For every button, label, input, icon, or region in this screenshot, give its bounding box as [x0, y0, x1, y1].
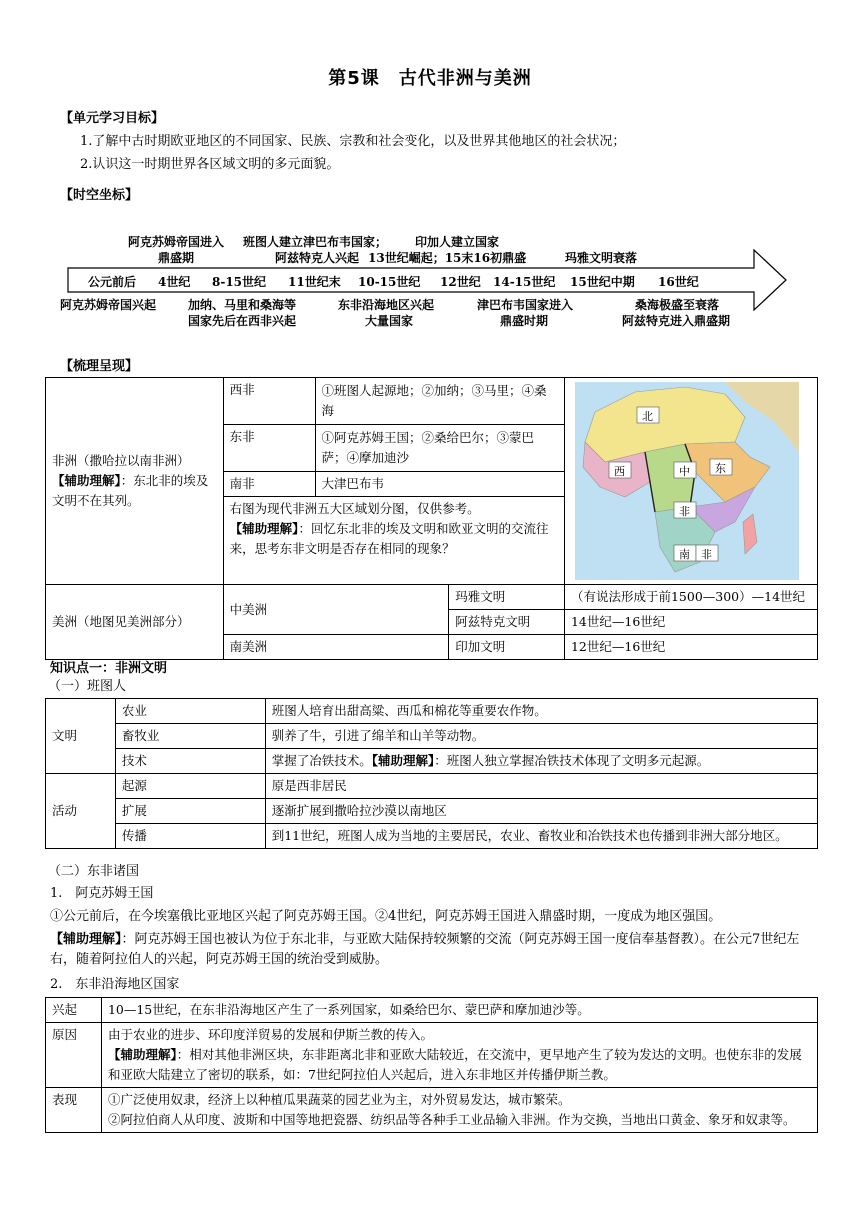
- coast-title: 2. 东非沿海地区国家: [50, 977, 180, 992]
- map-label-fei-1: 非: [678, 505, 690, 518]
- america-label: 美洲（地图见美洲部分）: [46, 585, 224, 660]
- map-label-fei-2: 非: [700, 548, 712, 561]
- map-label-west: 西: [613, 465, 625, 478]
- civ-inca-time: 12世纪—16世纪: [564, 635, 817, 660]
- tl-top-4: 鼎盛期: [158, 251, 195, 265]
- tl-axis-6: 12世纪: [440, 275, 481, 289]
- africa-note-bold: 【辅助理解】: [52, 473, 121, 488]
- k1-sub2: （二）东非诸国: [48, 864, 140, 879]
- aksum-help-text: ：阿克苏姆王国也被认为位于东北非，与亚欧大陆保持较频繁的交流（阿克苏姆王国一度信奉基督教）。在公元7世纪左右，随着阿拉伯人的兴起，阿克苏姆王国的统治受到威胁。: [50, 932, 800, 967]
- bantu-row-key: 扩展: [115, 799, 265, 824]
- coast-row-value: 10—15世纪，在东非沿海地区产生了一系列国家，如桑给巴尔、蒙巴萨和摩加迪沙等。: [101, 998, 817, 1023]
- tl-axis-1: 公元前后: [88, 275, 137, 289]
- tech-help: ：班图人独立掌握冶铁技术体现了文明多元起源。: [434, 753, 710, 768]
- aksum-title: 1. 阿克苏姆王国: [50, 886, 154, 901]
- tl-bot-9: 阿兹特克进入鼎盛期: [622, 314, 731, 328]
- bantu-table: [45, 698, 818, 849]
- aksum-help: [50, 930, 820, 970]
- bantu-row-value: 驯养了牛，引进了绵羊和山羊等动物。: [265, 724, 817, 749]
- map-cell: [564, 378, 817, 585]
- goal-item-2: 2.认识这一时期世界各区域文明的多元面貌。: [80, 157, 340, 172]
- tl-axis-4: 11世纪末: [288, 275, 341, 289]
- coast-row-value: [101, 1023, 817, 1088]
- coast-row-key: 兴起: [46, 998, 102, 1023]
- timeline: [60, 228, 790, 328]
- bantu-row-key: 农业: [115, 699, 265, 724]
- tl-top-1: 阿克苏姆帝国进入: [128, 235, 225, 249]
- bantu-row-value: [265, 749, 817, 774]
- aksum-help-bold: 【辅助理解】: [50, 932, 122, 947]
- civ-aztec: 阿兹特克文明: [449, 610, 565, 635]
- bantu-row-key: 畜牧业: [115, 724, 265, 749]
- tl-axis-3: 8-15世纪: [212, 275, 267, 289]
- tl-top-7: 玛雅文明衰落: [565, 251, 638, 265]
- tl-top-5: 阿兹特克人兴起: [275, 251, 360, 265]
- tl-bot-4: 津巴布韦国家进入: [477, 298, 574, 312]
- tl-top-2: 班图人建立津巴布韦国家；: [243, 235, 388, 249]
- tech-text: 掌握了冶铁技术。: [271, 753, 372, 768]
- map-note-cell: [223, 497, 564, 585]
- summary-table: [45, 377, 818, 660]
- tl-bot-2: 加纳、马里和桑海等: [188, 298, 297, 312]
- reason-text: 由于农业的进步、环印度洋贸易的发展和伊斯兰教的传入。: [107, 1027, 433, 1042]
- civ-inca: 印加文明: [449, 635, 565, 660]
- timeline-heading: 【时空坐标】: [60, 188, 139, 203]
- coast-row-value: [101, 1088, 817, 1133]
- tl-top-6: 13世纪崛起；15末16初鼎盛: [368, 251, 527, 265]
- coast-row-key: 表现: [46, 1088, 102, 1133]
- tl-top-3: 印加人建立国家: [415, 235, 500, 249]
- reason-help-bold: 【辅助理解】: [107, 1047, 177, 1062]
- tl-axis-8: 15世纪中期: [570, 275, 635, 289]
- bantu-row-key: 技术: [115, 749, 265, 774]
- tl-bot-7: 大量国家: [365, 314, 414, 328]
- bantu-civ-label: 文明: [46, 699, 116, 774]
- coast-table: [45, 997, 818, 1133]
- west-items: ①班图人起源地；②加纳；③马里；④桑海: [315, 378, 564, 425]
- map-label-north: 北: [641, 410, 653, 423]
- map-note: 右图为现代非洲五大区域划分图，仅供参考。: [229, 501, 480, 516]
- civ-maya-time: （有说法形成于前1500—300）—14世纪: [564, 585, 817, 610]
- east-africa: 东非: [223, 425, 315, 472]
- africa-map-svg: [575, 382, 799, 580]
- tl-bot-1: 阿克苏姆帝国兴起: [60, 298, 157, 312]
- civ-aztec-time: 14世纪—16世纪: [564, 610, 817, 635]
- perf-2: ②阿拉伯商人从印度、波斯和中国等地把瓷器、纺织品等各种手工业品输入非洲。作为交换，当地出口黄金、象牙和奴隶等。: [107, 1112, 796, 1127]
- perf-1: ①广泛使用奴隶，经济上以种植瓜果蔬菜的园艺业为主，对外贸易发达，城市繁荣。: [107, 1092, 571, 1107]
- summary-heading: 【梳理呈现】: [60, 359, 139, 374]
- civ-maya: 玛雅文明: [449, 585, 565, 610]
- goals-heading: 【单元学习目标】: [60, 111, 165, 126]
- bantu-row-value: 逐渐扩展到撒哈拉沙漠以南地区: [265, 799, 817, 824]
- bantu-act-label: 活动: [46, 774, 116, 849]
- reason-help: ：相对其他非洲区块，东非距离北非和亚欧大陆较近，在交流中，更早地产生了较为发达的文明。也使东非的发展和亚欧大陆建立了密切的联系，如：7世纪阿拉伯人兴起后，进入东非地区并传播伊斯兰教。: [107, 1047, 802, 1082]
- tl-axis-5: 10-15世纪: [358, 275, 421, 289]
- tl-bot-3: 东非沿海地区兴起: [338, 298, 435, 312]
- bantu-row-value: 班图人培育出甜高粱、西瓜和棉花等重要农作物。: [265, 699, 817, 724]
- tl-axis-9: 16世纪: [658, 275, 699, 289]
- africa-label: 非洲（撒哈拉以南非洲）: [52, 453, 190, 468]
- tl-bot-6: 国家先后在西非兴起: [188, 314, 297, 328]
- goal-item-1: 1.了解中古时期欧亚地区的不同国家、民族、宗教和社会变化，以及世界其他地区的社会状况；: [80, 134, 626, 149]
- aksum-p1: ①公元前后，在今埃塞俄比亚地区兴起了阿克苏姆王国。②4世纪，阿克苏姆王国进入鼎盛时期，一度成为地区强国。: [50, 909, 722, 924]
- central-america: 中美洲: [223, 585, 449, 635]
- coast-row-key: 原因: [46, 1023, 102, 1088]
- east-items: ①阿克苏姆王国；②桑给巴尔；③蒙巴萨；④摩加迪沙: [315, 425, 564, 472]
- africa-note: ：东北非的埃及文明不在其列。: [52, 473, 209, 508]
- tech-help-bold: 【辅助理解】: [371, 753, 435, 768]
- k1-heading: 知识点一：非洲文明: [50, 661, 168, 676]
- k1-sub1: （一）班图人: [48, 679, 127, 694]
- page-title: 第5课 古代非洲与美洲: [328, 68, 532, 89]
- bantu-row-key: 传播: [115, 824, 265, 849]
- tl-bot-5: 桑海极盛至衰落: [635, 298, 720, 312]
- tl-bot-8: 鼎盛时期: [500, 314, 549, 328]
- tl-axis-7: 14-15世纪: [493, 275, 556, 289]
- tl-axis-2: 4世纪: [158, 275, 191, 289]
- bantu-row-value: 到11世纪，班图人成为当地的主要居民，农业、畜牧业和冶铁技术也传播到非洲大部分地区。: [265, 824, 817, 849]
- south-africa: 南非: [223, 472, 315, 497]
- africa-cell: [46, 378, 224, 585]
- bantu-row-value: 原是西非居民: [265, 774, 817, 799]
- south-america: 南美洲: [223, 635, 449, 660]
- map-help: ：回忆东北非的埃及文明和欧亚文明的交流往来，思考东非文明是否存在相同的现象？: [229, 521, 549, 556]
- west-africa: 西非: [223, 378, 315, 425]
- map-help-bold: 【辅助理解】: [229, 521, 299, 536]
- africa-region-map: [575, 382, 799, 580]
- map-label-central: 中: [678, 465, 690, 478]
- bantu-row-key: 起源: [115, 774, 265, 799]
- map-label-east: 东: [714, 462, 726, 475]
- map-label-south: 南: [678, 548, 690, 561]
- south-items: 大津巴布韦: [315, 472, 564, 497]
